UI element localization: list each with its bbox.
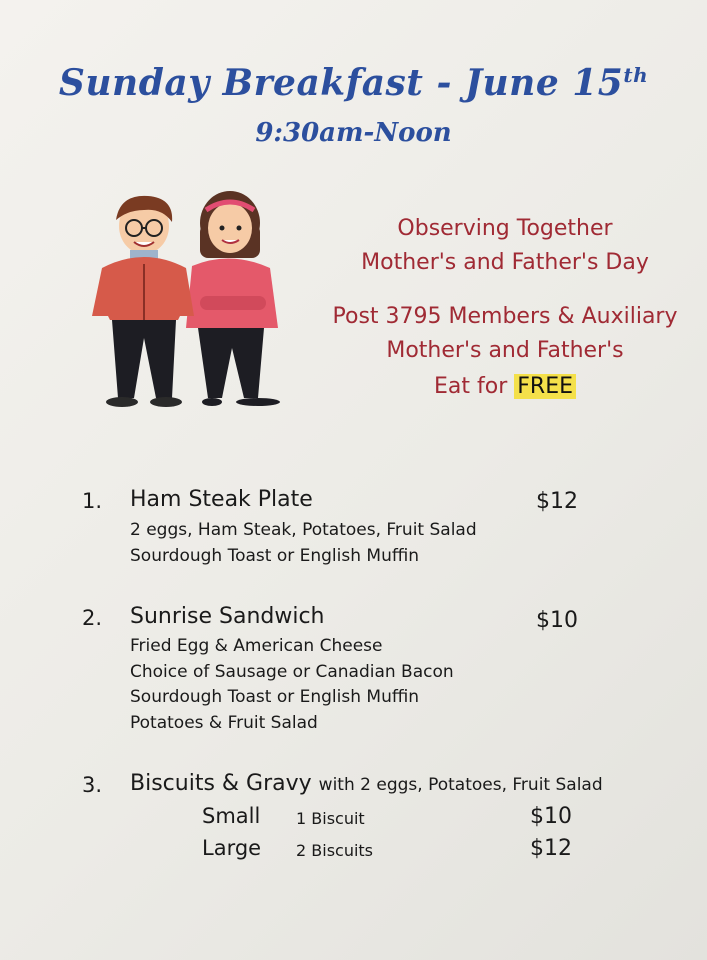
menu-item-name: Ham Steak Plate xyxy=(130,487,313,512)
eligibility-line: Post 3795 Members & Auxiliary xyxy=(332,304,678,329)
event-hours: 9:30am-Noon xyxy=(255,118,452,148)
menu-item-name xyxy=(130,771,603,796)
description-line: Fried Egg & American Cheese xyxy=(130,636,383,656)
menu-item-description xyxy=(130,518,477,569)
title-text: Sunday Breakfast - June 15 xyxy=(58,62,624,104)
menu-item-name-text: Biscuits & Gravy xyxy=(130,771,312,796)
free-highlight: FREE xyxy=(514,374,576,399)
size-price: $12 xyxy=(530,836,572,861)
menu-item-number: 2. xyxy=(82,606,103,630)
eat-free-prefix: Eat for xyxy=(434,374,515,399)
menu-item-number: 3. xyxy=(82,773,103,797)
size-price: $10 xyxy=(530,804,572,829)
menu-item-price: $12 xyxy=(536,489,578,514)
description-line: Choice of Sausage or Canadian Bacon xyxy=(130,661,454,682)
description-line: 2 eggs, Ham Steak, Potatoes, Fruit Salad xyxy=(130,520,477,540)
menu-item-note: with 2 eggs, Potatoes, Fruit Salad xyxy=(318,775,603,795)
description-line: Potatoes & Fruit Salad xyxy=(130,712,318,733)
title-superscript: th xyxy=(623,63,649,87)
size-label: Small xyxy=(202,804,261,828)
page-title xyxy=(0,62,707,104)
menu-item-name: Sunrise Sandwich xyxy=(130,604,325,629)
eat-free-line xyxy=(330,370,680,403)
size-description: 1 Biscuit xyxy=(296,809,365,828)
menu-item-number: 1. xyxy=(82,489,103,513)
size-description: 2 Biscuits xyxy=(296,841,374,860)
menu-item-description xyxy=(130,634,454,736)
size-label: Large xyxy=(202,836,262,860)
observing-line: Observing Together xyxy=(397,216,613,241)
eligibility-parents: Mother's and Father's xyxy=(386,338,624,363)
description-line: Sourdough Toast or English Muffin xyxy=(130,545,420,566)
description-line: Sourdough Toast or English Muffin xyxy=(130,687,420,707)
observing-holiday: Mother's and Father's Day xyxy=(361,250,649,275)
couple-illustration-icon xyxy=(82,188,292,428)
menu-item-price: $10 xyxy=(536,608,578,633)
